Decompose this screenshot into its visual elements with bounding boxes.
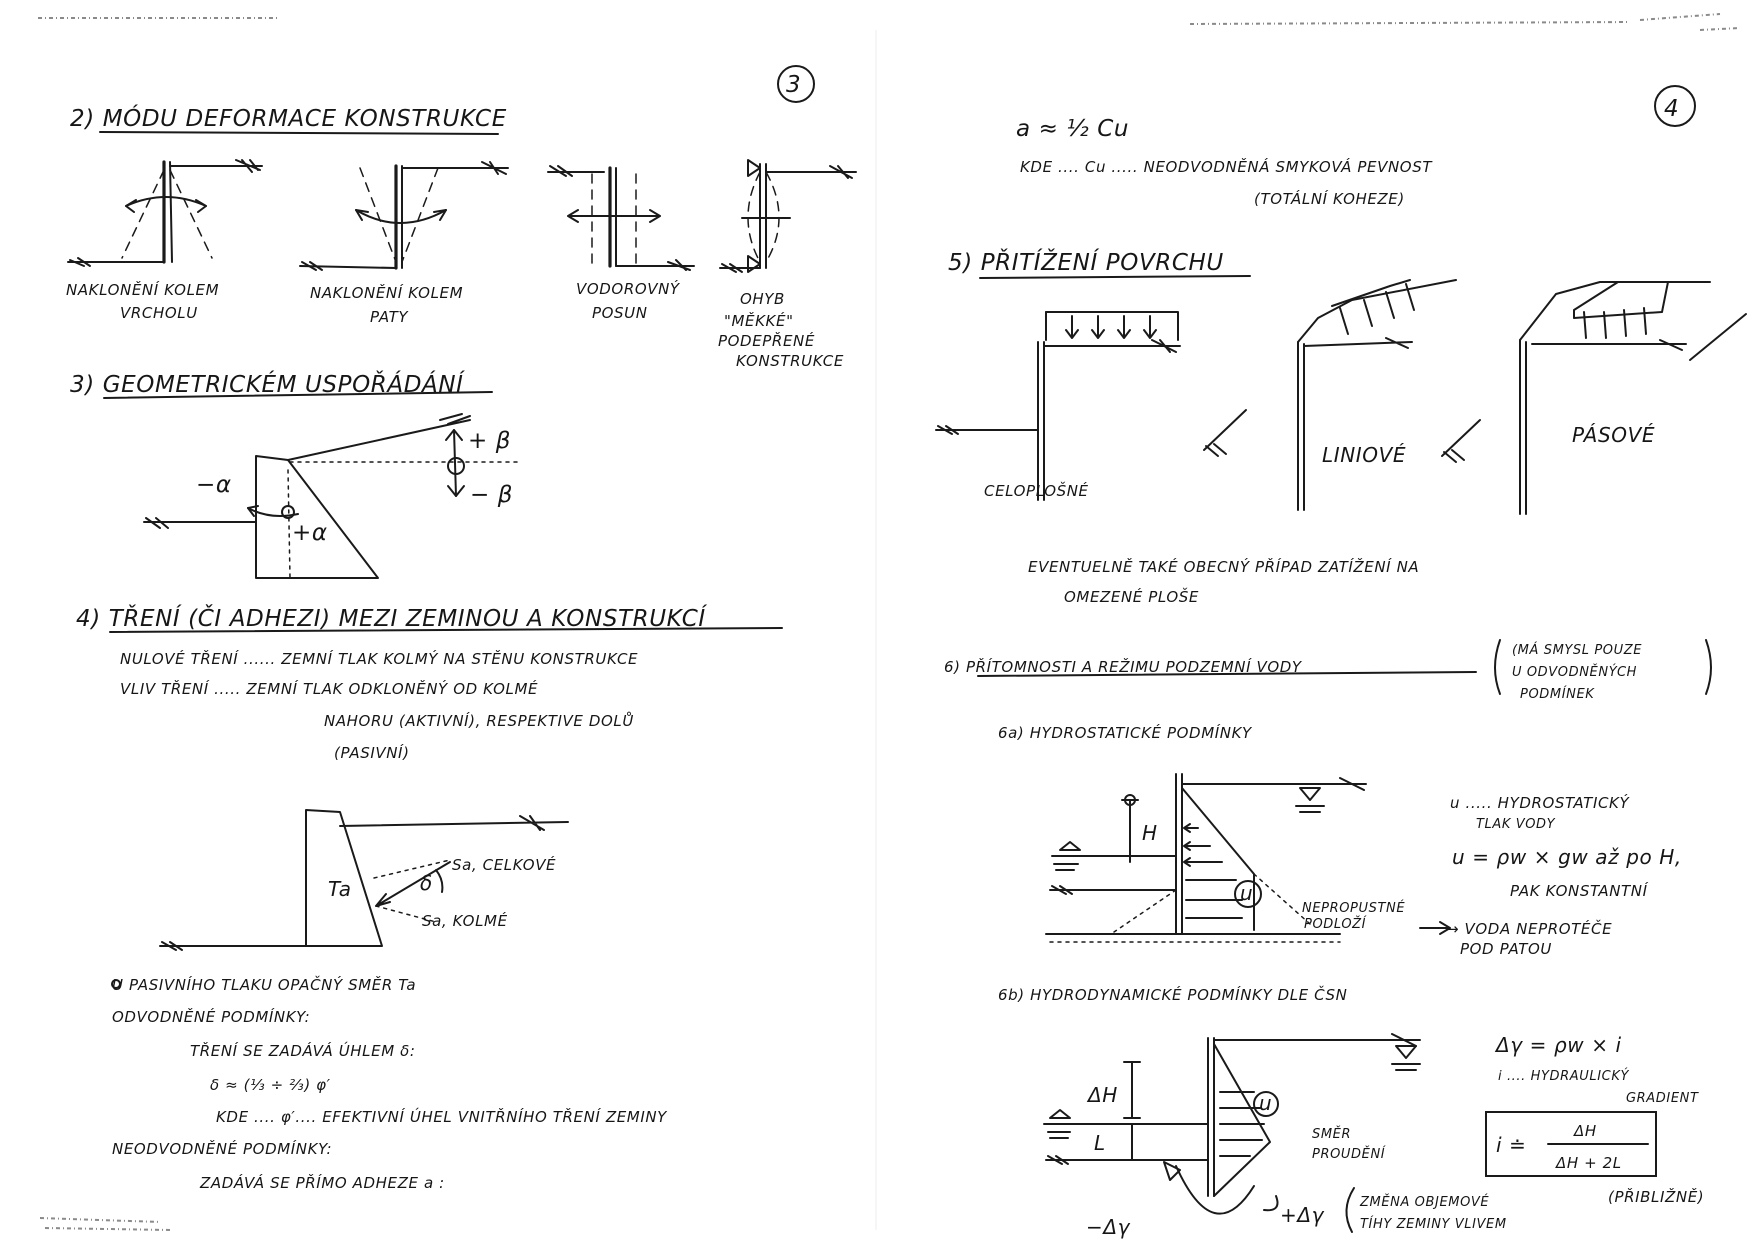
svg-text:(MÁ SMYSL POUZE: (MÁ SMYSL POUZE [1512,643,1643,658]
svg-text:U ODVODNĚNÝCH: U ODVODNĚNÝCH [1512,665,1638,680]
svg-text:Δγ = ρw × i: Δγ = ρw × i [1496,1033,1622,1057]
svg-text:KDE .... Cu ..... NEODVODNĚNÁ: KDE .... Cu ..... NEODVODNĚNÁ SMYKOVÁ PEVNOST [1020,158,1433,176]
adhesion-formula [1016,116,1433,208]
svg-text:PÁSOVÉ: PÁSOVÉ [1572,423,1656,447]
svg-text:+ β: + β [468,428,512,454]
section-4-title: 4) TŘENÍ (ČI ADHEZI) MEZI ZEMINOU A KONSTRUKCÍ [76,606,706,632]
svg-text:ΔH: ΔH [1574,1122,1597,1140]
svg-text:KDE .... φ′.... EFEKTIVNÍ ÚHEL: KDE .... φ′.... EFEKTIVNÍ ÚHEL VNITŘNÍHO TŘENÍ ZEMINY [216,1108,667,1126]
svg-text:GRADIENT: GRADIENT [1626,1091,1699,1106]
section-3-title: 3) GEOMETRICKÉM USPOŘÁDÁNÍ [70,372,464,398]
svg-text:6b) HYDRODYNAMICKÉ PODMÍNKY DL: 6b) HYDRODYNAMICKÉ PODMÍNKY DLE ČSN [998,986,1348,1004]
svg-text:PODEPŘENÉ: PODEPŘENÉ [718,332,815,350]
svg-text:POSUN: POSUN [592,304,648,322]
svg-text:ZMĚNA OBJEMOVÉ: ZMĚNA OBJEMOVÉ [1360,1195,1490,1210]
section-5-title: 5) PŘITÍŽENÍ POVRCHU [948,250,1224,276]
svg-text:LINIOVÉ: LINIOVÉ [1322,443,1407,467]
svg-text:PODMÍNEK: PODMÍNEK [1520,687,1595,702]
svg-text:Ta: Ta [328,877,352,901]
page-3 [66,66,856,1192]
section-4-friction [76,604,782,1192]
section-6-title: 6) PŘÍTOMNOSTI A REŽIMU PODZEMNÍ VODY [944,658,1302,676]
svg-text:SMĚR: SMĚR [1312,1127,1352,1142]
svg-text:NAHORU (AKTIVNÍ), RESPEKTIVE D: NAHORU (AKTIVNÍ), RESPEKTIVE DOLŮ [324,712,634,730]
svg-text:u: u [1240,881,1254,905]
section-6-groundwater [944,640,1711,1239]
svg-text:+α: +α [292,520,328,546]
section-3-geometry [70,370,520,578]
svg-text:TLAK VODY: TLAK VODY [1476,817,1556,832]
svg-text:TŘENÍ SE ZADÁVÁ ÚHLEM δ:: TŘENÍ SE ZADÁVÁ ÚHLEM δ: [190,1042,416,1060]
svg-text:Sa, KOLMÉ: Sa, KOLMÉ [422,912,508,930]
svg-text:4: 4 [1664,96,1680,122]
page-number-3 [778,66,814,102]
svg-text:δ ≈ (⅓ ÷ ⅔) φ′: δ ≈ (⅓ ÷ ⅔) φ′ [210,1076,331,1094]
svg-text:i .... HYDRAULICKÝ: i .... HYDRAULICKÝ [1498,1069,1629,1084]
svg-text:VODOROVNÝ: VODOROVNÝ [576,280,680,298]
svg-text:Sa, CELKOVÉ: Sa, CELKOVÉ [452,856,557,874]
section-2-deformation-mode [66,104,856,370]
svg-text:ΔH + 2L: ΔH + 2L [1556,1154,1622,1172]
page-4 [936,86,1746,1239]
svg-text:VRCHOLU: VRCHOLU [120,304,198,322]
svg-text:OHYB: OHYB [740,290,785,308]
svg-text:ZADÁVÁ SE PŘÍMO ADHEZE a :: ZADÁVÁ SE PŘÍMO ADHEZE a : [200,1174,445,1192]
figure-flexible-propped-wall [720,160,856,272]
figure-line-surcharge [1204,280,1456,510]
svg-text:(PŘIBLIŽNĚ): (PŘIBLIŽNĚ) [1608,1188,1705,1206]
svg-text:3: 3 [786,72,802,98]
svg-text:OMEZENÉ PLOŠE: OMEZENÉ PLOŠE [1064,588,1199,606]
svg-text:L: L [1094,1131,1106,1155]
svg-text:PODLOŽÍ: PODLOŽÍ [1304,917,1367,932]
svg-text:u: u [1259,1091,1273,1115]
svg-text:U PASIVNÍHO TLAKU OPAČNÝ SMĚR: U PASIVNÍHO TLAKU OPAČNÝ SMĚR Ta [112,976,417,994]
svg-text:KONSTRUKCE: KONSTRUKCE [736,352,844,370]
svg-text:−α: −α [196,472,232,498]
svg-text:− β: − β [470,482,514,508]
svg-text:PATY: PATY [370,308,409,326]
svg-text:a ≈ ½ Cu: a ≈ ½ Cu [1016,116,1130,142]
figure-uniform-surcharge [936,312,1180,500]
svg-text:u ..... HYDROSTATICKÝ: u ..... HYDROSTATICKÝ [1450,794,1630,812]
figure-strip-surcharge [1442,282,1746,514]
svg-text:NEODVODNĚNÉ PODMÍNKY:: NEODVODNĚNÉ PODMÍNKY: [112,1140,333,1158]
svg-text:NEPROPUSTNÉ: NEPROPUSTNÉ [1302,901,1406,916]
svg-text:H: H [1142,821,1158,845]
svg-text:(PASIVNÍ): (PASIVNÍ) [334,744,410,762]
svg-text:6a) HYDROSTATICKÉ PODMÍNKY: 6a) HYDROSTATICKÉ PODMÍNKY [998,724,1252,742]
svg-text:TÍHY ZEMINY VLIVEM: TÍHY ZEMINY VLIVEM [1360,1217,1507,1232]
svg-text:+Δγ: +Δγ [1280,1203,1325,1227]
svg-text:NULOVÉ TŘENÍ ...... ZEMNÍ TLAK: NULOVÉ TŘENÍ ...... ZEMNÍ TLAK KOLMÝ NA STĚNU KONSTRUKCE [120,650,639,668]
figure-rotation-about-top [68,160,262,266]
section-5-surcharge [936,248,1746,606]
page-number-4 [1655,86,1695,126]
figure-rotation-about-toe [300,162,508,270]
svg-text:CELOPLOŠNÉ: CELOPLOŠNÉ [984,482,1089,500]
svg-text:→ VODA NEPROTÉČE: → VODA NEPROTÉČE [1446,920,1613,938]
svg-text:δ: δ [420,871,433,895]
svg-text:POD PATOU: POD PATOU [1460,940,1552,958]
svg-text:NAKLONĚNÍ KOLEM: NAKLONĚNÍ KOLEM [310,284,464,302]
figure-hydrostatic [1046,774,1450,942]
svg-text:EVENTUELNĚ TAKÉ OBECNÝ PŘÍPAD: EVENTUELNĚ TAKÉ OBECNÝ PŘÍPAD ZATÍŽENÍ NA [1028,558,1420,576]
svg-text:PAK KONSTANTNÍ: PAK KONSTANTNÍ [1510,882,1648,900]
figure-horizontal-translation [548,166,694,270]
svg-text:ODVODNĚNÉ PODMÍNKY:: ODVODNĚNÉ PODMÍNKY: [112,1008,311,1026]
svg-text:−Δγ: −Δγ [1086,1215,1131,1239]
svg-text:(TOTÁLNÍ KOHEZE): (TOTÁLNÍ KOHEZE) [1254,190,1405,208]
svg-text:ΔH: ΔH [1088,1083,1118,1107]
section-2-title: 2) MÓDU DEFORMACE KONSTRUKCE [70,106,507,132]
svg-text:PROUDĚNÍ: PROUDĚNÍ [1312,1147,1386,1162]
svg-text:u = ρw × gw až po H,: u = ρw × gw až po H, [1452,845,1682,869]
svg-text:VLIV TŘENÍ ..... ZEMNÍ TLAK OD: VLIV TŘENÍ ..... ZEMNÍ TLAK ODKLONĚNÝ OD KOLMÉ [120,680,539,698]
svg-text:i ≐: i ≐ [1496,1133,1527,1157]
svg-text:NAKLONĚNÍ KOLEM: NAKLONĚNÍ KOLEM [66,281,220,299]
svg-text:"MĚKKÉ": "MĚKKÉ" [724,312,794,330]
